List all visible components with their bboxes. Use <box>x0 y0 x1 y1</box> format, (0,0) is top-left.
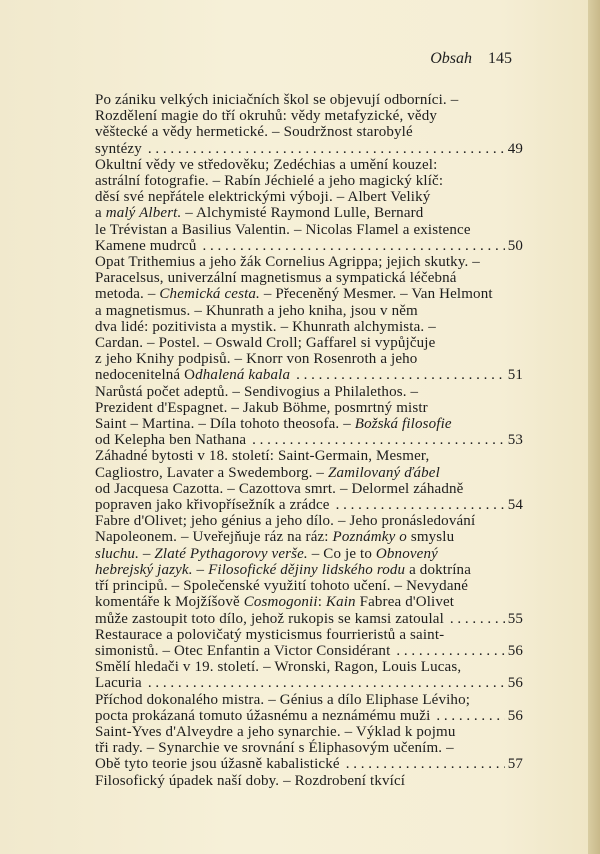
toc-line-text <box>95 708 430 724</box>
text-segment: : <box>317 594 326 611</box>
toc-line <box>95 481 523 497</box>
text-segment: komentáře k Mojžíšově <box>95 594 244 611</box>
text-segment: Napoleonem. – Uveřejňuje ráz na ráz: <box>95 529 333 546</box>
toc-line-text <box>95 465 440 481</box>
dot-leader <box>436 708 504 724</box>
toc-line <box>95 708 523 724</box>
toc-line-text <box>95 659 461 675</box>
toc-line <box>95 222 523 238</box>
toc-line-text <box>95 562 471 578</box>
text-segment: Rozdělení magie do tří okruhů: vědy metafyzické, vědy <box>95 108 438 125</box>
toc-line-text <box>95 270 457 286</box>
toc-line-text <box>95 205 423 221</box>
dot-leader <box>346 756 505 772</box>
toc-line <box>95 189 523 205</box>
text-segment: Záhadné bytosti v 18. století: Saint-Germain, Mesmer, <box>95 448 430 465</box>
toc-line <box>95 303 523 319</box>
toc-line <box>95 400 523 416</box>
toc-line-text <box>95 481 463 497</box>
toc-line <box>95 627 523 643</box>
toc-page-number: 54 <box>507 497 523 514</box>
text-segment: Kamene mudrců <box>95 237 197 254</box>
text-segment: – Co je to <box>307 545 376 562</box>
italic-title-text: hebrejský jazyk. – Filosofické dějiny lidského rodu <box>95 561 406 578</box>
toc-line-text <box>95 756 340 772</box>
toc-page-number: 57 <box>507 756 523 773</box>
toc-line <box>95 141 523 157</box>
text-segment: Fabrea d'Olivet <box>355 594 455 611</box>
toc-line <box>95 611 523 627</box>
text-segment: Příchod dokonalého mistra. – Génius a dílo Eliphase Léviho; <box>95 691 471 708</box>
toc-entry <box>95 513 523 626</box>
running-header <box>430 50 512 68</box>
toc-line-text <box>95 643 390 659</box>
text-segment: Cagliostro, Lavater a Swedemborg. – <box>95 464 328 481</box>
italic-title-text: Zamilovaný ďábel <box>328 464 440 481</box>
toc-line <box>95 205 523 221</box>
italic-title-text: Chemická cesta. <box>159 286 260 303</box>
dot-leader <box>148 141 505 157</box>
dot-leader <box>336 497 505 513</box>
toc-line <box>95 92 523 108</box>
italic-title-text: dhalená kabala <box>195 367 291 384</box>
toc-line-text <box>95 367 290 383</box>
toc-line-text <box>95 254 480 270</box>
text-segment: Fabre d'Olivet; jeho génius a jeho dílo. – Jeho pronásledování <box>95 513 476 530</box>
toc-line <box>95 578 523 594</box>
text-segment: – Přeceněný Mesmer. – Van Helmont <box>259 286 493 303</box>
text-segment: metoda. – <box>95 286 160 303</box>
toc-line <box>95 724 523 740</box>
italic-title-text: Cosmogonii <box>243 594 318 611</box>
toc-page-number: 49 <box>507 140 523 157</box>
text-segment: dva lidé: pozitivista a mystik. – Khunrath alchymista. – <box>95 318 436 335</box>
toc-page-number: 50 <box>507 237 523 254</box>
toc-entry <box>95 692 523 724</box>
toc-line-text <box>95 578 468 594</box>
toc-line-text <box>95 303 418 319</box>
toc-line-text <box>95 692 470 708</box>
italic-title-text: Božská filosofie <box>354 416 452 433</box>
text-segment: Opat Trithemius a jeho žák Cornelius Agrippa; jejich skutky. – <box>95 254 480 271</box>
toc-entry <box>95 157 523 254</box>
text-segment: Filosofický úpadek naší doby. – Rozdrobení tkvící <box>95 772 406 789</box>
toc-line <box>95 254 523 270</box>
toc-line-text <box>95 351 417 367</box>
toc-line-text <box>95 173 443 189</box>
toc-page-number: 56 <box>507 642 523 659</box>
text-segment: Saint-Yves d'Alveydre a jeho synarchie. – Výklad k pojmu <box>95 723 456 740</box>
toc-entry <box>95 724 523 773</box>
toc-line-text <box>95 773 405 789</box>
toc-line <box>95 157 523 173</box>
text-segment: tří principů. – Společenské využití tohoto učení. – Nevydané <box>95 578 469 595</box>
text-segment: le Trévistan a Basilius Valentin. – Nicolas Flamel a existence <box>95 221 471 238</box>
toc-line <box>95 448 523 464</box>
toc-line <box>95 756 523 772</box>
toc-line <box>95 238 523 254</box>
toc-entry <box>95 627 523 659</box>
toc-line-text <box>95 286 493 302</box>
toc-entry <box>95 659 523 691</box>
toc-line <box>95 367 523 383</box>
toc-line <box>95 384 523 400</box>
toc-line-text <box>95 611 444 627</box>
text-segment: Okultní vědy ve středověku; Zedéchias a umění kouzel: <box>95 156 438 173</box>
toc-line <box>95 659 523 675</box>
text-segment: popraven jako křivopřísežník a zrádce <box>95 497 330 514</box>
text-segment: – Alchymisté Raymond Lulle, Bernard <box>181 205 424 222</box>
toc-line <box>95 351 523 367</box>
text-segment: Obě tyto teorie jsou úžasně kabalistické <box>95 756 340 773</box>
toc-page-number: 51 <box>507 367 523 384</box>
text-segment: může zastoupit toto dílo, jehož rukopis se kamsi zatoulal <box>95 610 444 627</box>
toc-line-text <box>95 319 436 335</box>
toc-line-text <box>95 238 197 254</box>
toc-line-text <box>95 497 330 513</box>
toc-line <box>95 773 523 789</box>
text-segment: nedocenitelná O <box>95 367 196 384</box>
toc-line <box>95 497 523 513</box>
text-segment: a magnetismus. – Khunrath a jeho kniha, jsou v něm <box>95 302 418 319</box>
toc-page-number: 55 <box>507 610 523 627</box>
toc-line-text <box>95 740 454 756</box>
toc-line <box>95 270 523 286</box>
text-segment: a <box>95 205 106 222</box>
toc-line-text <box>95 222 471 238</box>
toc-line <box>95 173 523 189</box>
toc-line-text <box>95 416 452 432</box>
toc-line-text <box>95 92 458 108</box>
text-segment: od Kelepha ben Nathana <box>95 432 247 449</box>
toc-line-text <box>95 124 413 140</box>
text-segment: pocta prokázaná tomuto úžasnému a neznámému muži <box>95 707 431 724</box>
text-segment: tři rady. – Synarchie ve srovnání s Éliphasovým učením. – <box>95 740 454 757</box>
toc-line-text <box>95 627 444 643</box>
text-segment: Restaurace a polovičatý mysticismus fourrieristů a saint- <box>95 626 445 643</box>
text-segment: Prezident d'Espagnet. – Jakub Böhme, posmrtný mistr <box>95 399 428 416</box>
text-segment: syntézy <box>95 140 142 157</box>
dot-leader <box>296 367 505 383</box>
toc-line <box>95 416 523 432</box>
page-edge <box>588 0 600 854</box>
text-segment: Po zániku velkých iniciačních škol se objevují odborníci. – <box>95 92 459 108</box>
text-segment: věštecké a vědy hermetické. – Soudržnost starobylé <box>95 124 413 141</box>
toc-line <box>95 675 523 691</box>
toc-line-text <box>95 513 475 529</box>
toc-line <box>95 643 523 659</box>
toc-entry <box>95 92 523 157</box>
toc-line-text <box>95 724 456 740</box>
toc-line <box>95 529 523 545</box>
text-segment: z jeho Knihy podpisů. – Knorr von Rosenroth a jeho <box>95 351 418 368</box>
toc-line <box>95 692 523 708</box>
toc-line-text <box>95 529 454 545</box>
dot-leader <box>203 238 505 254</box>
toc-line <box>95 432 523 448</box>
toc-page-number: 56 <box>507 707 523 724</box>
toc-line <box>95 124 523 140</box>
toc-page-number: 53 <box>507 432 523 449</box>
italic-title-text: sluchu. – Zlaté Pythagorovy verše. <box>95 545 308 562</box>
text-segment: děsí své nepřátele elektrickými výboji. – Albert Veliký <box>95 189 431 206</box>
toc-page-number: 56 <box>507 675 523 692</box>
dot-leader <box>396 643 504 659</box>
text-segment: astrální fotografie. – Rabín Jéchielé a jeho magický klíč: <box>95 173 444 190</box>
italic-title-text: Poznámky o <box>332 529 407 546</box>
text-segment: Saint – Martina. – Díla tohoto theosofa. – <box>95 416 355 433</box>
toc-line-text <box>95 189 430 205</box>
toc-line <box>95 465 523 481</box>
dot-leader <box>450 611 505 627</box>
toc-line-text <box>95 335 435 351</box>
page-number: 145 <box>488 50 512 67</box>
toc-line-text <box>95 448 429 464</box>
text-segment: Smělí hledači v 19. století. – Wronski, Ragon, Louis Lucas, <box>95 659 462 676</box>
toc-line <box>95 594 523 610</box>
toc-entry <box>95 384 523 449</box>
text-segment: Paracelsus, univerzální magnetismus a sympatická léčebná <box>95 270 457 287</box>
italic-title-text: Obnovený <box>375 545 438 562</box>
toc-line <box>95 546 523 562</box>
toc-line-text <box>95 675 142 691</box>
toc-line-text <box>95 384 418 400</box>
table-of-contents <box>95 92 523 789</box>
toc-line-text <box>95 400 428 416</box>
text-segment: Lacuria <box>95 675 142 692</box>
toc-line <box>95 513 523 529</box>
toc-line <box>95 108 523 124</box>
toc-entry <box>95 254 523 384</box>
toc-line-text <box>95 157 437 173</box>
toc-entry <box>95 448 523 513</box>
toc-line <box>95 740 523 756</box>
italic-title-text: Kain <box>325 594 356 611</box>
text-segment: a doktrína <box>405 561 471 578</box>
toc-line-text <box>95 594 454 610</box>
text-segment: Cardan. – Postel. – Oswald Croll; Gaffarel si vypůjčuje <box>95 335 436 352</box>
toc-line-text <box>95 108 437 124</box>
toc-line-text <box>95 432 246 448</box>
text-segment: smyslu <box>406 529 455 546</box>
toc-line <box>95 319 523 335</box>
dot-leader <box>252 432 505 448</box>
text-segment: od Jacquesa Cazotta. – Cazottova smrt. – Delormel záhadně <box>95 480 464 497</box>
dot-leader <box>148 675 505 691</box>
italic-title-text: malý Albert. <box>105 205 182 222</box>
running-header-title: Obsah <box>430 50 472 67</box>
toc-line <box>95 562 523 578</box>
toc-entry <box>95 773 523 789</box>
text-segment: Narůstá počet adeptů. – Sendivogius a Philalethos. – <box>95 383 419 400</box>
toc-line-text <box>95 141 142 157</box>
toc-line <box>95 335 523 351</box>
text-segment: simonistů. – Otec Enfantin a Victor Considérant <box>95 642 391 659</box>
toc-line <box>95 286 523 302</box>
toc-line-text <box>95 546 438 562</box>
